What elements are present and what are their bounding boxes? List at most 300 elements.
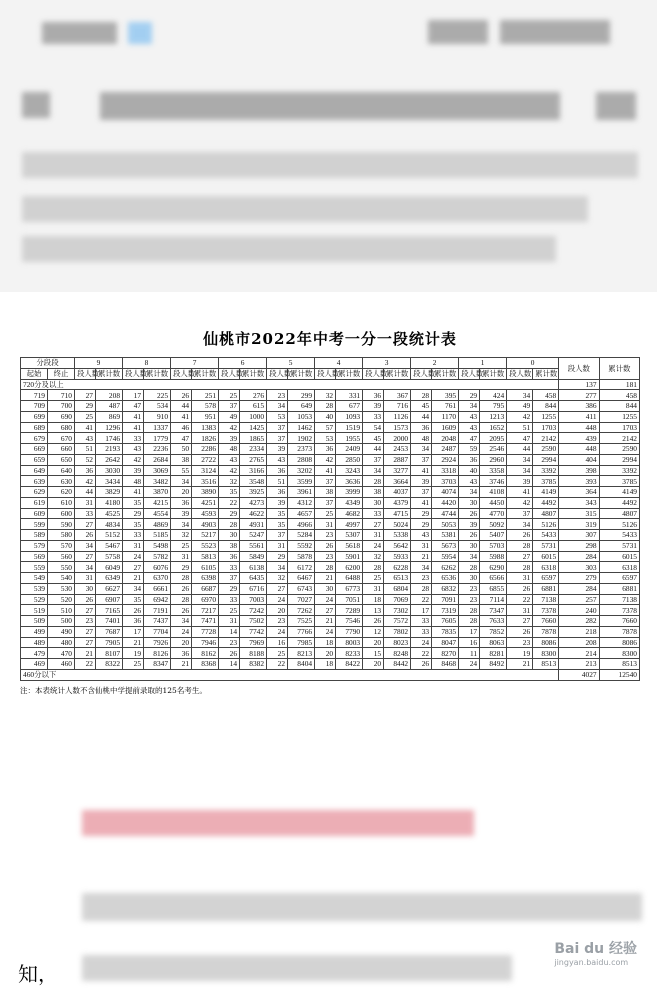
cumulative-count: 7835	[432, 626, 459, 637]
cumulative-count: 5988	[480, 551, 507, 562]
segment-count: 43	[219, 454, 240, 465]
cumulative-count: 8322	[96, 659, 123, 670]
cumulative-count: 649	[288, 401, 315, 412]
header-row	[21, 358, 640, 369]
cumulative-count: 7969	[240, 637, 267, 648]
cumulative-count: 1000	[240, 411, 267, 422]
start-score: 639	[21, 476, 48, 487]
segment-count: 28	[411, 583, 432, 594]
segment-count: 29	[75, 401, 96, 412]
total-cum: 8300	[599, 648, 639, 659]
cumulative-count: 3785	[533, 476, 559, 487]
segment-count: 38	[171, 454, 192, 465]
segment-count: 18	[315, 659, 336, 670]
segment-count: 47	[507, 433, 533, 444]
table-row	[21, 487, 640, 498]
cumulative-count: 1462	[288, 422, 315, 433]
segment-count: 28	[507, 562, 533, 573]
table-row	[21, 401, 640, 412]
start-score: 499	[21, 626, 48, 637]
total-cum: 5433	[599, 530, 639, 541]
end-score: 520	[48, 594, 75, 605]
cumulative-count: 2808	[288, 454, 315, 465]
segment-count: 50	[171, 444, 192, 455]
segment-count: 22	[507, 594, 533, 605]
segment-count: 20	[363, 637, 384, 648]
segment-count: 14	[219, 626, 240, 637]
segment-count: 26	[411, 659, 432, 670]
cumulative-count: 7525	[288, 616, 315, 627]
table-row	[21, 444, 640, 455]
total-cum: 458	[599, 390, 639, 401]
segment-count: 34	[75, 540, 96, 551]
watermark-main-text: Bai du 经验	[554, 941, 637, 957]
segment-count: 35	[123, 497, 144, 508]
baidu-watermark	[554, 938, 637, 967]
segment-count: 38	[219, 540, 240, 551]
start-score: 579	[21, 540, 48, 551]
table-row	[21, 497, 640, 508]
score-distribution-document	[20, 328, 640, 696]
segment-count: 42	[507, 497, 533, 508]
cumulative-count: 4492	[533, 497, 559, 508]
segment-count: 34	[459, 401, 480, 412]
cumulative-count: 8126	[144, 648, 171, 659]
segment-count: 29	[411, 508, 432, 519]
table-row	[21, 562, 640, 573]
total-cum: 7378	[599, 605, 639, 616]
cumulative-count: 5642	[384, 540, 411, 551]
cumulative-count: 4966	[288, 519, 315, 530]
cumulative-count: 2546	[480, 444, 507, 455]
segment-count: 51	[267, 476, 288, 487]
table-row	[21, 605, 640, 616]
total-cum: 4149	[599, 487, 639, 498]
segment-count: 39	[411, 476, 432, 487]
total-count: 214	[559, 648, 599, 659]
segment-count: 24	[123, 551, 144, 562]
end-score: 480	[48, 637, 75, 648]
segment-count: 39	[219, 433, 240, 444]
segment-count: 28	[459, 562, 480, 573]
cumulative-count: 7742	[240, 626, 267, 637]
segment-count: 26	[75, 594, 96, 605]
cumulative-count: 5673	[432, 540, 459, 551]
segment-count: 36	[267, 487, 288, 498]
segment-count: 37	[219, 573, 240, 584]
blurred-header-widget	[428, 20, 488, 44]
cumulative-count: 395	[432, 390, 459, 401]
cumulative-count: 2722	[192, 454, 219, 465]
segment-count: 42	[219, 465, 240, 476]
segment-count: 29	[219, 508, 240, 519]
total-count: 298	[559, 540, 599, 551]
cumulative-count: 7572	[384, 616, 411, 627]
cumulative-count: 7319	[432, 605, 459, 616]
cumulative-count: 6687	[192, 583, 219, 594]
segment-count: 24	[363, 540, 384, 551]
start-score: 489	[21, 637, 48, 648]
segment-count: 16	[459, 637, 480, 648]
segment-count: 35	[219, 487, 240, 498]
segment-count: 39	[363, 401, 384, 412]
cumulative-count: 7546	[336, 616, 363, 627]
table-row	[21, 626, 640, 637]
segment-count: 37	[315, 476, 336, 487]
cumulative-count: 8347	[144, 659, 171, 670]
cumulative-count: 4074	[432, 487, 459, 498]
cumulative-count: 8442	[384, 659, 411, 670]
cumulative-count: 6804	[384, 583, 411, 594]
end-score: 530	[48, 583, 75, 594]
cumulative-count: 2765	[240, 454, 267, 465]
cumulative-count: 4593	[192, 508, 219, 519]
segment-count: 42	[315, 454, 336, 465]
cumulative-count: 7660	[533, 616, 559, 627]
row-label: 460分以下	[21, 669, 559, 680]
segment-count: 31	[315, 519, 336, 530]
segment-count: 22	[219, 497, 240, 508]
header-cum: 累计数	[288, 368, 315, 379]
segment-count: 34	[507, 519, 533, 530]
segment-count: 21	[315, 616, 336, 627]
total-count: 284	[559, 551, 599, 562]
cumulative-count: 6627	[96, 583, 123, 594]
blurred-paragraph-line	[22, 196, 588, 222]
cumulative-count: 4273	[240, 497, 267, 508]
segment-count: 36	[75, 465, 96, 476]
header-count: 段人数	[363, 368, 384, 379]
end-score: 610	[48, 497, 75, 508]
cumulative-count: 458	[533, 390, 559, 401]
cumulative-count: 5433	[533, 530, 559, 541]
segment-count: 23	[315, 530, 336, 541]
header-cum: 累计数	[336, 368, 363, 379]
cumulative-count: 5092	[480, 519, 507, 530]
cumulative-count: 7262	[288, 605, 315, 616]
cumulative-count: 3829	[96, 487, 123, 498]
end-score: 500	[48, 616, 75, 627]
segment-count: 44	[507, 444, 533, 455]
cumulative-count: 4807	[533, 508, 559, 519]
segment-count: 34	[171, 616, 192, 627]
cumulative-count: 6138	[240, 562, 267, 573]
cumulative-count: 2286	[192, 444, 219, 455]
cumulative-count: 7347	[480, 605, 507, 616]
cumulative-count: 8248	[384, 648, 411, 659]
total-cum: 8086	[599, 637, 639, 648]
segment-count: 31	[507, 573, 533, 584]
cumulative-count: 6488	[336, 573, 363, 584]
cumulative-count: 2142	[533, 433, 559, 444]
segment-count: 53	[267, 411, 288, 422]
cumulative-count: 2924	[432, 454, 459, 465]
end-score: 650	[48, 454, 75, 465]
score-table	[20, 357, 640, 681]
cumulative-count: 2334	[240, 444, 267, 455]
segment-count: 59	[459, 444, 480, 455]
segment-count: 35	[267, 519, 288, 530]
cumulative-count: 6467	[288, 573, 315, 584]
segment-count: 23	[315, 551, 336, 562]
segment-count: 23	[267, 616, 288, 627]
cumulative-count: 7091	[432, 594, 459, 605]
total-cum: 7878	[599, 626, 639, 637]
cumulative-count: 7217	[192, 605, 219, 616]
segment-count: 26	[507, 583, 533, 594]
start-score: 549	[21, 573, 48, 584]
cumulative-count: 1093	[336, 411, 363, 422]
segment-count: 27	[75, 637, 96, 648]
end-score: 560	[48, 551, 75, 562]
segment-count: 38	[315, 487, 336, 498]
cumulative-count: 1337	[144, 422, 171, 433]
cumulative-count: 5247	[240, 530, 267, 541]
header-subrow	[21, 368, 640, 379]
cumulative-count: 3664	[384, 476, 411, 487]
segment-count: 30	[363, 497, 384, 508]
segment-count: 21	[315, 573, 336, 584]
cumulative-count: 5878	[288, 551, 315, 562]
total-count: 448	[559, 422, 599, 433]
segment-count: 36	[363, 390, 384, 401]
cumulative-count: 1652	[480, 422, 507, 433]
document-title: 仙桃市2022年中考一分一段统计表	[203, 330, 457, 348]
segment-count: 20	[267, 605, 288, 616]
cumulative-count: 8233	[336, 648, 363, 659]
segment-count: 26	[123, 605, 144, 616]
start-score: 699	[21, 411, 48, 422]
start-score: 589	[21, 530, 48, 541]
blurred-paragraph-line	[22, 236, 556, 262]
cumulative-count: 2236	[144, 444, 171, 455]
blurred-bullet-icon	[22, 92, 50, 118]
segment-count: 44	[411, 411, 432, 422]
segment-count: 54	[363, 422, 384, 433]
segment-count: 33	[411, 616, 432, 627]
segment-count: 41	[123, 422, 144, 433]
cumulative-count: 7926	[144, 637, 171, 648]
total-cum: 2994	[599, 454, 639, 465]
segment-count: 37	[267, 422, 288, 433]
start-score: 529	[21, 594, 48, 605]
segment-count: 17	[123, 626, 144, 637]
segment-count: 16	[267, 637, 288, 648]
cumulative-count: 5813	[192, 551, 219, 562]
cumulative-count: 6855	[480, 583, 507, 594]
segment-count: 24	[315, 594, 336, 605]
table-row	[21, 583, 640, 594]
cumulative-count: 7302	[384, 605, 411, 616]
segment-count: 34	[171, 519, 192, 530]
cumulative-count: 5731	[533, 540, 559, 551]
segment-count: 18	[363, 594, 384, 605]
start-score: 619	[21, 497, 48, 508]
cumulative-count: 8513	[533, 659, 559, 670]
segment-count: 51	[507, 422, 533, 433]
cumulative-count: 578	[192, 401, 219, 412]
cumulative-count: 6942	[144, 594, 171, 605]
cumulative-count: 3890	[192, 487, 219, 498]
end-score: 670	[48, 433, 75, 444]
segment-count: 39	[171, 508, 192, 519]
cumulative-count: 6105	[192, 562, 219, 573]
cumulative-count: 3202	[288, 465, 315, 476]
segment-count: 34	[75, 562, 96, 573]
total-cum: 6318	[599, 562, 639, 573]
segment-count: 40	[315, 411, 336, 422]
cumulative-count: 5782	[144, 551, 171, 562]
segment-count: 32	[171, 530, 192, 541]
end-score: 460	[48, 659, 75, 670]
cumulative-count: 2373	[288, 444, 315, 455]
segment-count: 29	[411, 519, 432, 530]
cumulative-count: 1170	[432, 411, 459, 422]
segment-count: 23	[411, 573, 432, 584]
segment-count: 21	[123, 573, 144, 584]
segment-count: 20	[171, 487, 192, 498]
total-cum: 2142	[599, 433, 639, 444]
blurred-paragraph-line	[22, 152, 638, 178]
cumulative-count: 3277	[384, 465, 411, 476]
segment-count: 31	[507, 605, 533, 616]
cumulative-count: 7027	[288, 594, 315, 605]
cumulative-count: 4682	[336, 508, 363, 519]
cumulative-count: 2095	[480, 433, 507, 444]
cumulative-count: 8003	[336, 637, 363, 648]
cumulative-count: 8162	[192, 648, 219, 659]
cumulative-count: 331	[336, 390, 363, 401]
end-score: 710	[48, 390, 75, 401]
cumulative-count: 3999	[336, 487, 363, 498]
cumulative-count: 1053	[288, 411, 315, 422]
segment-count: 26	[171, 390, 192, 401]
cumulative-count: 1779	[144, 433, 171, 444]
segment-count: 23	[459, 594, 480, 605]
segment-count: 31	[363, 583, 384, 594]
segment-count: 57	[315, 422, 336, 433]
total-cum: 5126	[599, 519, 639, 530]
segment-count: 39	[507, 476, 533, 487]
segment-count: 31	[267, 540, 288, 551]
total-count: 343	[559, 497, 599, 508]
segment-count: 36	[171, 648, 192, 659]
segment-count: 45	[411, 401, 432, 412]
end-score: 640	[48, 465, 75, 476]
cumulative-count: 4834	[96, 519, 123, 530]
cumulative-count: 487	[96, 401, 123, 412]
cumulative-count: 2590	[533, 444, 559, 455]
segment-count: 28	[363, 476, 384, 487]
segment-count: 41	[171, 411, 192, 422]
cumulative-count: 7242	[240, 605, 267, 616]
segment-count: 26	[171, 605, 192, 616]
total-cum: 3392	[599, 465, 639, 476]
cumulative-count: 208	[96, 390, 123, 401]
cumulative-count: 3392	[533, 465, 559, 476]
cumulative-count: 1126	[384, 411, 411, 422]
segment-count: 34	[411, 562, 432, 573]
table-row	[21, 648, 640, 659]
cumulative-count: 299	[288, 390, 315, 401]
segment-count: 36	[123, 616, 144, 627]
total-cum: 2590	[599, 444, 639, 455]
blurred-paragraph-line	[82, 893, 642, 921]
cumulative-count: 6318	[533, 562, 559, 573]
cumulative-count: 6262	[432, 562, 459, 573]
blurred-paragraph-line	[82, 955, 512, 981]
cumulative-count: 795	[480, 401, 507, 412]
cumulative-count: 4108	[480, 487, 507, 498]
segment-count: 48	[219, 444, 240, 455]
cumulative-count: 8492	[480, 659, 507, 670]
segment-count: 49	[507, 401, 533, 412]
segment-count: 34	[459, 487, 480, 498]
cumulative-count: 7905	[96, 637, 123, 648]
start-score: 569	[21, 551, 48, 562]
cumulative-count: 8368	[192, 659, 219, 670]
segment-count: 21	[75, 648, 96, 659]
segment-count: 47	[459, 433, 480, 444]
cumulative-count: 3243	[336, 465, 363, 476]
segment-count: 44	[75, 487, 96, 498]
segment-count: 31	[75, 573, 96, 584]
segment-count: 24	[411, 637, 432, 648]
end-score: 600	[48, 508, 75, 519]
segment-count: 25	[75, 411, 96, 422]
cumulative-count: 5338	[384, 530, 411, 541]
start-score: 679	[21, 433, 48, 444]
cumulative-count: 7401	[96, 616, 123, 627]
total-cum: 1255	[599, 411, 639, 422]
cumulative-count: 367	[384, 390, 411, 401]
segment-count: 31	[363, 530, 384, 541]
segment-count: 31	[219, 616, 240, 627]
cumulative-count: 2048	[432, 433, 459, 444]
table-row	[21, 379, 640, 390]
cumulative-count: 5592	[288, 540, 315, 551]
cumulative-count: 7191	[144, 605, 171, 616]
cumulative-count: 1865	[240, 433, 267, 444]
cumulative-count: 8468	[432, 659, 459, 670]
segment-count: 23	[267, 390, 288, 401]
start-score: 479	[21, 648, 48, 659]
table-row	[21, 465, 640, 476]
cumulative-count: 1746	[96, 433, 123, 444]
segment-count: 21	[507, 659, 533, 670]
cumulative-count: 6435	[240, 573, 267, 584]
segment-count: 25	[171, 540, 192, 551]
cumulative-count: 6536	[432, 573, 459, 584]
cumulative-count: 4312	[288, 497, 315, 508]
table-row	[21, 454, 640, 465]
start-score: 609	[21, 508, 48, 519]
cumulative-count: 7985	[288, 637, 315, 648]
total-cum: 4492	[599, 497, 639, 508]
total-count: 386	[559, 401, 599, 412]
cumulative-count: 7289	[336, 605, 363, 616]
segment-count: 55	[171, 465, 192, 476]
header-group: 5	[267, 358, 315, 369]
header-group: 8	[123, 358, 171, 369]
segment-count: 34	[507, 465, 533, 476]
table-row	[21, 540, 640, 551]
cumulative-count: 6832	[432, 583, 459, 594]
header-group: 7	[171, 358, 219, 369]
end-score: 510	[48, 605, 75, 616]
cumulative-count: 6597	[533, 573, 559, 584]
segment-count: 33	[363, 508, 384, 519]
